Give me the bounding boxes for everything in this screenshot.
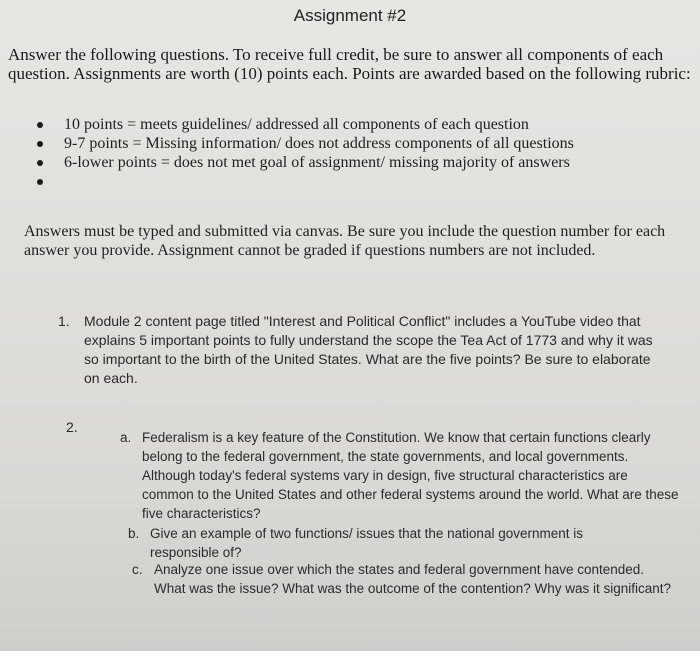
subquestion-text: Give an example of two functions/ issues that the national government is responsible of?: [150, 526, 583, 560]
question-2c: [132, 560, 677, 598]
rubric-item-text: 6-lower points = does not met goal of assignment/ missing majority of answers: [64, 154, 570, 171]
rubric-item: [30, 134, 574, 153]
rubric-item: [30, 115, 574, 134]
question-2b: [128, 524, 648, 562]
subquestion-label: a.: [120, 430, 132, 445]
page-title: Assignment #2: [293, 6, 407, 25]
instructions-paragraph: Answer the following questions. To receive full credit, be sure to answer all components of each question. Assignments are worth (10) points each. Points are awarded based on the following rubric:: [8, 45, 691, 83]
question-text: Module 2 content page titled "Interest and Political Conflict" includes a YouTube video that explains 5 important points to fully understand the scope the Tea Act of 1773 and why it was so important to the birth of the United States. What are the five points? Be sure to elaborate on each.: [84, 313, 653, 386]
subquestion-text: Analyze one issue over which the states and federal government have contended. What was the issue? What was the outcome of the contention? Why was it significant?: [154, 562, 672, 596]
submission-note: Answers must be typed and submitted via canvas. Be sure you include the question number for each answer you provide. Assignment cannot be graded if questions numbers are not included.: [24, 223, 666, 259]
subquestion-text: Federalism is a key feature of the Constitution. We know that certain functions clearly belong to the federal government, the state governments, and local governments. Although today's federal systems vary in design, five structural characteristics are common to the United States and other federal systems around the world. What are these five characteristics?: [142, 430, 679, 521]
subquestion-label: b.: [128, 526, 140, 541]
question-2-number: 2.: [66, 419, 78, 435]
question-1: [58, 312, 668, 388]
rubric-item: [30, 153, 574, 172]
bullet-icon: [37, 160, 43, 166]
bullet-icon: [37, 141, 43, 147]
question-number: 1.: [58, 313, 70, 329]
subquestion-label: c.: [132, 562, 143, 577]
bullet-icon: [37, 122, 43, 128]
rubric-item: [30, 172, 574, 191]
bullet-icon: [37, 179, 43, 185]
rubric-item-text: 10 points = meets guidelines/ addressed all components of each question: [64, 116, 529, 133]
rubric-list: [30, 115, 574, 191]
rubric-item-text: 9-7 points = Missing information/ does not address components of all questions: [64, 135, 574, 152]
question-2a: [120, 428, 680, 523]
